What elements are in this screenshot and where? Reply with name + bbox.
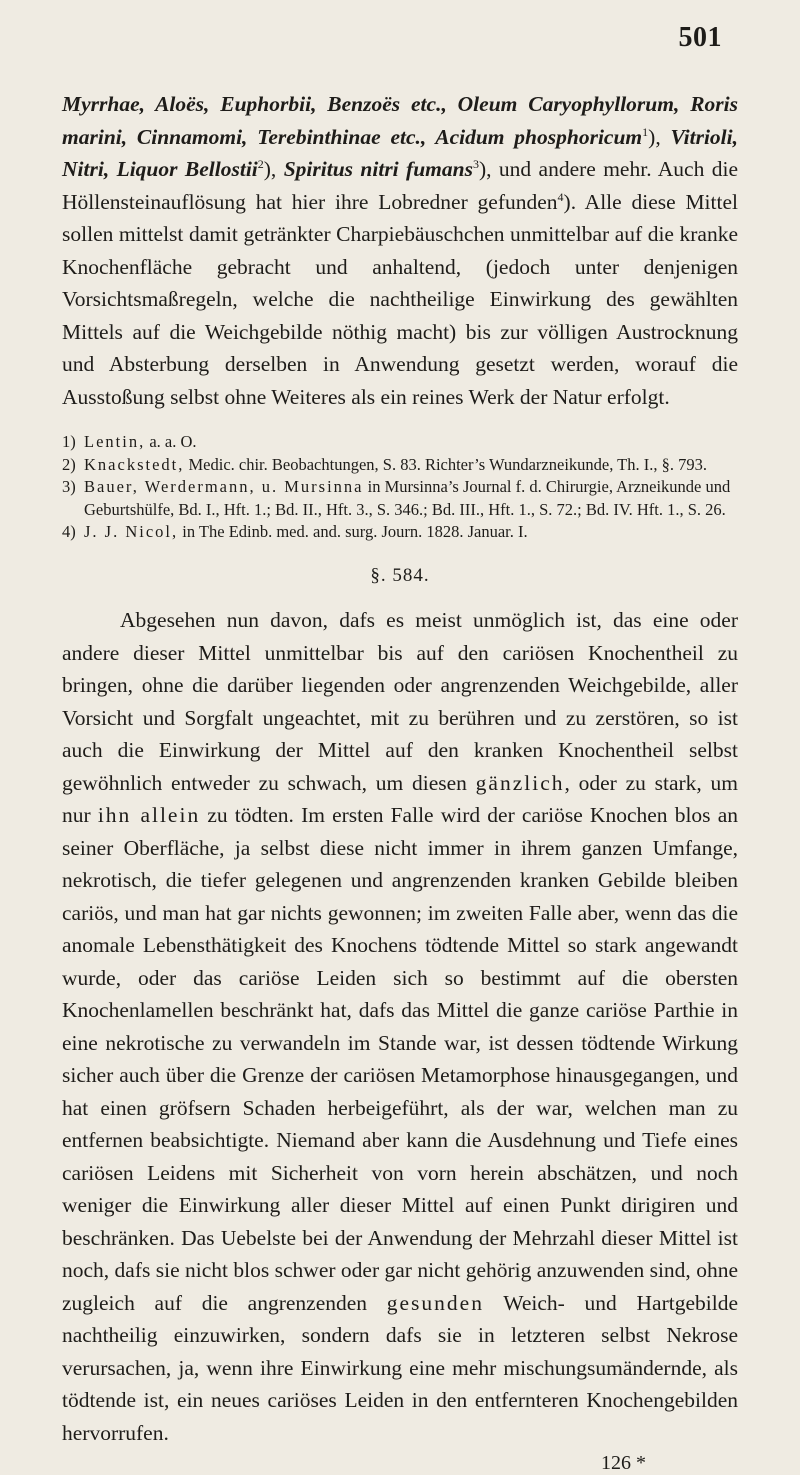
footnote-text: a. a. O. (145, 432, 197, 451)
footnote-ref-3: 3 (472, 157, 479, 171)
paragraph-2-text-e: zu tödten. Im ersten Falle wird der cariöse Knochen blos an seiner Oberfläche, ja selbst diese nicht immer in ihrem ganzen Umfange, nekrotisch, die tiefer gelegenen und angrenzenden kranken Gebilde bleiben cariös, und man hat gar nichts gewonnen; im zweiten Falle aber, wenn das die anomale Lebensthätigkeit des Knochens tödtende Mittel so stark angewandt wurde, oder das cariöse Leiden sich so bestimmt auf die obersten Knochenlamellen beschränkt hat, dafs das Mittel die ganze cariöse Parthie in eine nekrotische zu verwandeln im Stande war, ist dessen tödtende Wirkung sicher auch über die Grenze der cariösen Metamorphose hinausgegangen, und hat einen gröfsern Schaden herbeigeführt, als der war, welchen man zu entfernen beabsichtigte. Niemand aber kann die Ausdehnung und Tiefe eines cariösen Leidens mit Sicherheit von vorn herein abschätzen, und noch weniger die Einwirkung aller dieser Mittel auf einen Punkt dirigiren und beschränken. Das Uebelste bei der Anwendung der Mehrzahl dieser Mittel ist noch, dafs sie nicht blos schwer oder gar nicht gehörig anzuwenden sind, ohne zugleich auf die angrenzenden (62, 803, 738, 1315)
footnote-number: 2) (62, 454, 76, 474)
footnote-text: Medic. chir. Beobachtungen, S. 83. Richter’s Wundarzneikunde, Th. I., §. 793. (184, 454, 708, 474)
paragraph-2-text-g: Weich- und Hartgebilde nachtheilig einzuwirken, sondern dafs sie in letzteren selbst Nekrose verursachen, ja, wenn ihre Einwirkung eine mehr mischungsumändernde, als tödtende ist, ein neues cariöses Leiden in den entfernteren Knochengebilden hervorrufen. (62, 1290, 738, 1445)
page-number: 501 (678, 22, 722, 53)
separator-2: ), (263, 157, 284, 181)
footnote-ref-1: 1 (642, 124, 649, 139)
latin-terms-3: Spiritus nitri fumans (283, 157, 473, 181)
footnote-text: in Mursinna’s Journal f. d. Chirurgie, Arzneikunde und Geburtshülfe, Bd. I., Hft. 1.; Bd. II., Hft. 3., S. 346.; Bd. III., Hft. 1., S. 72.; Bd. IV. Hft. 1., S. 26. (84, 477, 731, 519)
section-heading: §. 584. (370, 564, 430, 586)
footnote-author: Lentin, (84, 432, 146, 451)
footnote-ref-4: 4 (557, 189, 564, 204)
footnote-author: J. J. Nicol, (84, 522, 179, 541)
paragraph-2-text-a: Abgesehen nun davon, dafs es meist unmöglich ist, das eine oder andere dieser Mittel unmittelbar bis auf den cariösen Knochentheil zu bringen, ohne die darüber liegenden oder angrenzenden Weichgebilde, aller Vorsicht und Sorgfalt ungeachtet, mit zu berühren und zu zerstören, so ist auch die Einwirkung der Mittel auf den kranken Knochentheil selbst gewöhnlich entweder zu schwach, um diesen (62, 608, 738, 795)
latin-terms-1: Myrrhae, Aloës, Euphorbii, Benzoës etc., Oleum Caryophyllorum, Roris marini, Cinnamomi, Terebinthinae etc., Acidum phosphoricum (62, 92, 738, 149)
paragraph-1-text: ), und andere mehr. Auch die Höllensteinauflösung hat hier ihre Lobredner gefunden (62, 157, 738, 214)
paragraph-2-text-c: , oder zu stark, um nur (62, 770, 738, 827)
emphasis-gesunden: gesunden (386, 1290, 484, 1315)
footnotes (62, 431, 738, 544)
footnote (62, 521, 738, 544)
emphasis-gaenzlich: gänzlich (475, 770, 565, 795)
footnote-ref-2: 2 (257, 157, 264, 171)
footnote (62, 431, 738, 454)
footnote (62, 454, 738, 477)
paragraph-1-text-2: ). Alle diese Mittel sollen mittelst damit getränkter Charpiebäuschchen unmittelbar auf die kranke Knochenfläche gebracht und anhaltend, (jedoch unter denjenigen Vorsichtsmaßregeln, welche die nachtheilige Einwirkung des gewählten Mittels auf die Weichgebilde nöthig macht) bis zur völligen Austrocknung und Absterbung derselben in Anwendung gesetzt werden, worauf die Ausstoßung selbst ohne Weiteres als ein reines Werk der Natur erfolgt. (62, 189, 738, 409)
emphasis-ihn-allein: ihn allein (97, 803, 201, 827)
footnote-author: Bauer, Werdermann, u. Mursinna (84, 477, 364, 496)
footnote-number: 4) (62, 522, 76, 541)
paragraph-2 (62, 604, 738, 1449)
footnote (62, 476, 738, 521)
separator-1: ), (648, 124, 671, 149)
signature-mark: 126 * (601, 1452, 646, 1474)
latin-terms-2: Vitrioli, Nitri, Liquor Bellostii (62, 124, 738, 181)
footnote-text: in The Edinb. med. and. surg. Journ. 1828. Januar. I. (178, 522, 528, 541)
paragraph-1 (62, 88, 738, 413)
footnote-number: 3) (62, 477, 76, 496)
page-body (62, 88, 738, 1475)
footnote-author: Knackstedt, (84, 454, 185, 474)
footnote-number: 1) (62, 432, 76, 451)
